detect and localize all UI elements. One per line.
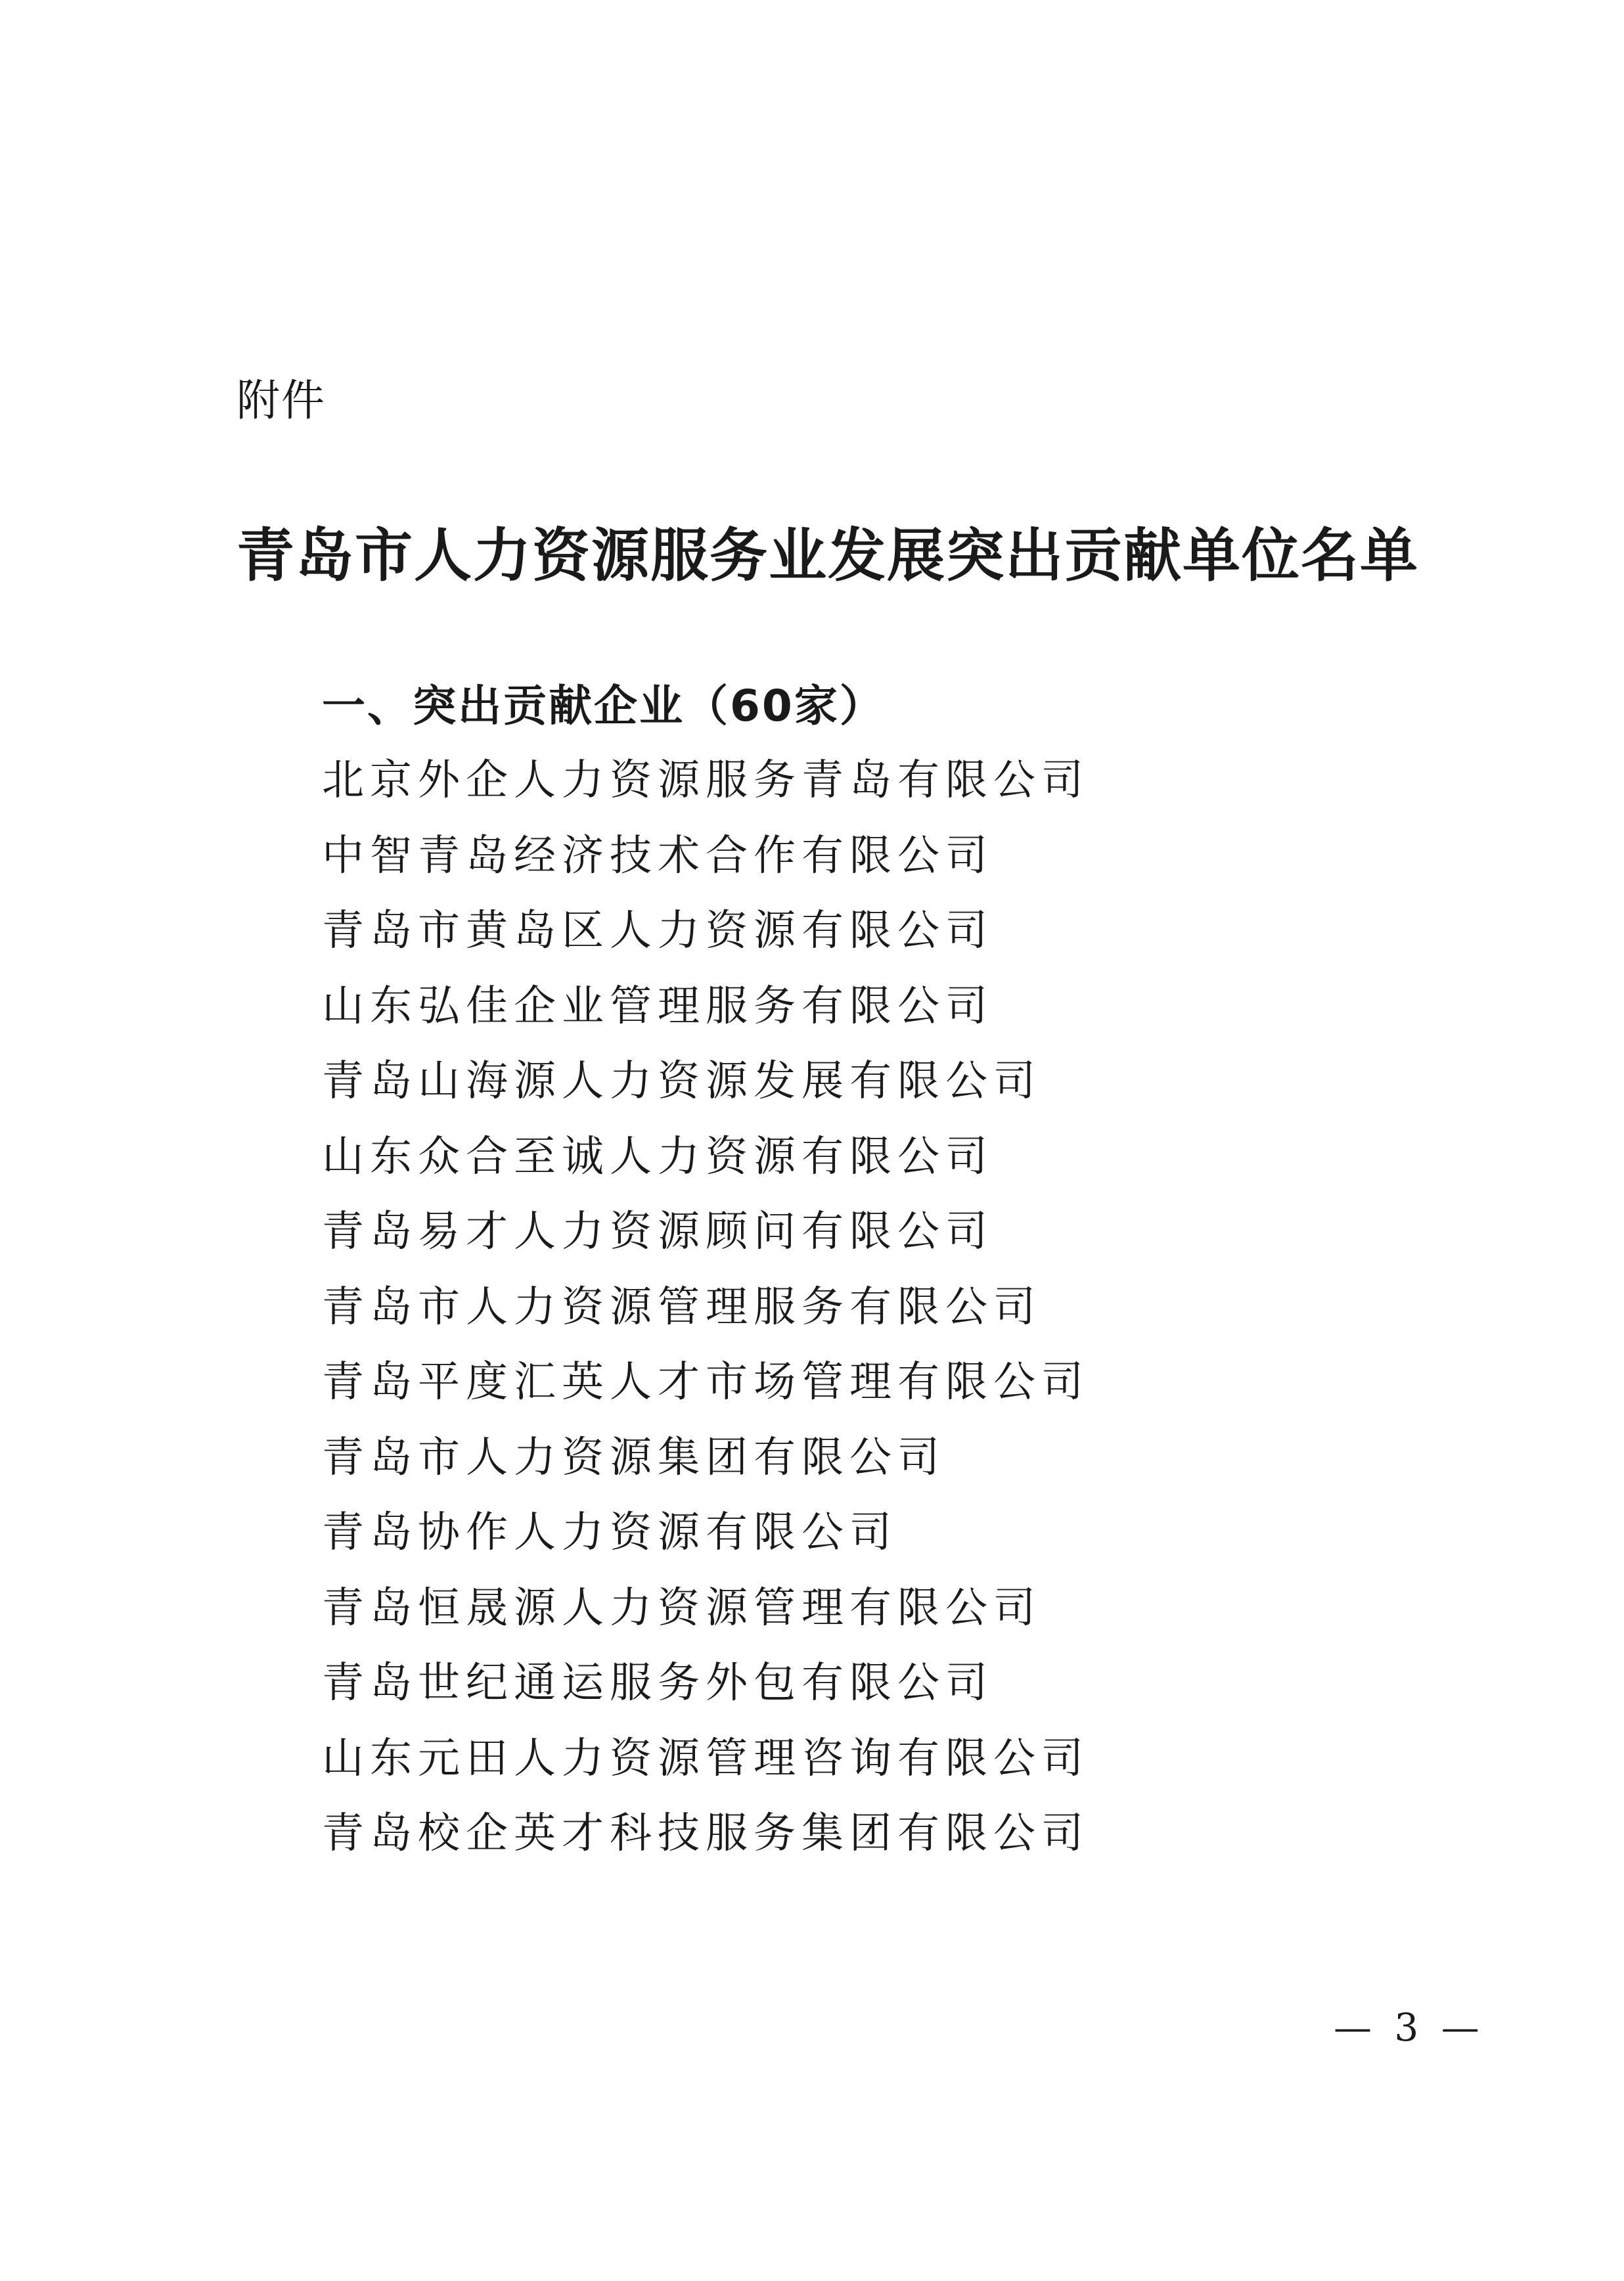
list-item: 山东元田人力资源管理咨询有限公司 — [322, 1734, 1089, 1783]
list-item: 山东弘佳企业管理服务有限公司 — [322, 982, 993, 1031]
list-item: 山东众合至诚人力资源有限公司 — [322, 1132, 993, 1181]
company-list — [322, 752, 1089, 1881]
list-item: 青岛世纪通运服务外包有限公司 — [322, 1659, 993, 1707]
list-item: 青岛市人力资源管理服务有限公司 — [322, 1282, 1041, 1332]
list-item: 青岛市黄岛区人力资源有限公司 — [322, 907, 993, 955]
attachment-label: 附件 — [237, 375, 326, 426]
list-item: 青岛校企英才科技服务集团有限公司 — [322, 1809, 1089, 1858]
page-number: — 3 — — [1334, 2005, 1485, 2050]
list-item: 青岛山海源人力资源发展有限公司 — [322, 1057, 1041, 1106]
list-item: 北京外企人力资源服务青岛有限公司 — [322, 756, 1089, 805]
list-item: 青岛市人力资源集团有限公司 — [322, 1433, 945, 1482]
list-item: 青岛平度汇英人才市场管理有限公司 — [322, 1358, 1089, 1407]
list-item: 青岛协作人力资源有限公司 — [322, 1508, 897, 1557]
list-item: 中智青岛经济技术合作有限公司 — [322, 831, 993, 880]
document-title: 青岛市人力资源服务业发展突出贡献单位名单 — [237, 521, 1420, 589]
section-heading: 一、突出贡献企业（60家） — [322, 681, 885, 731]
list-item: 青岛恒晟源人力资源管理有限公司 — [322, 1583, 1041, 1633]
list-item: 青岛易才人力资源顾问有限公司 — [322, 1208, 993, 1256]
